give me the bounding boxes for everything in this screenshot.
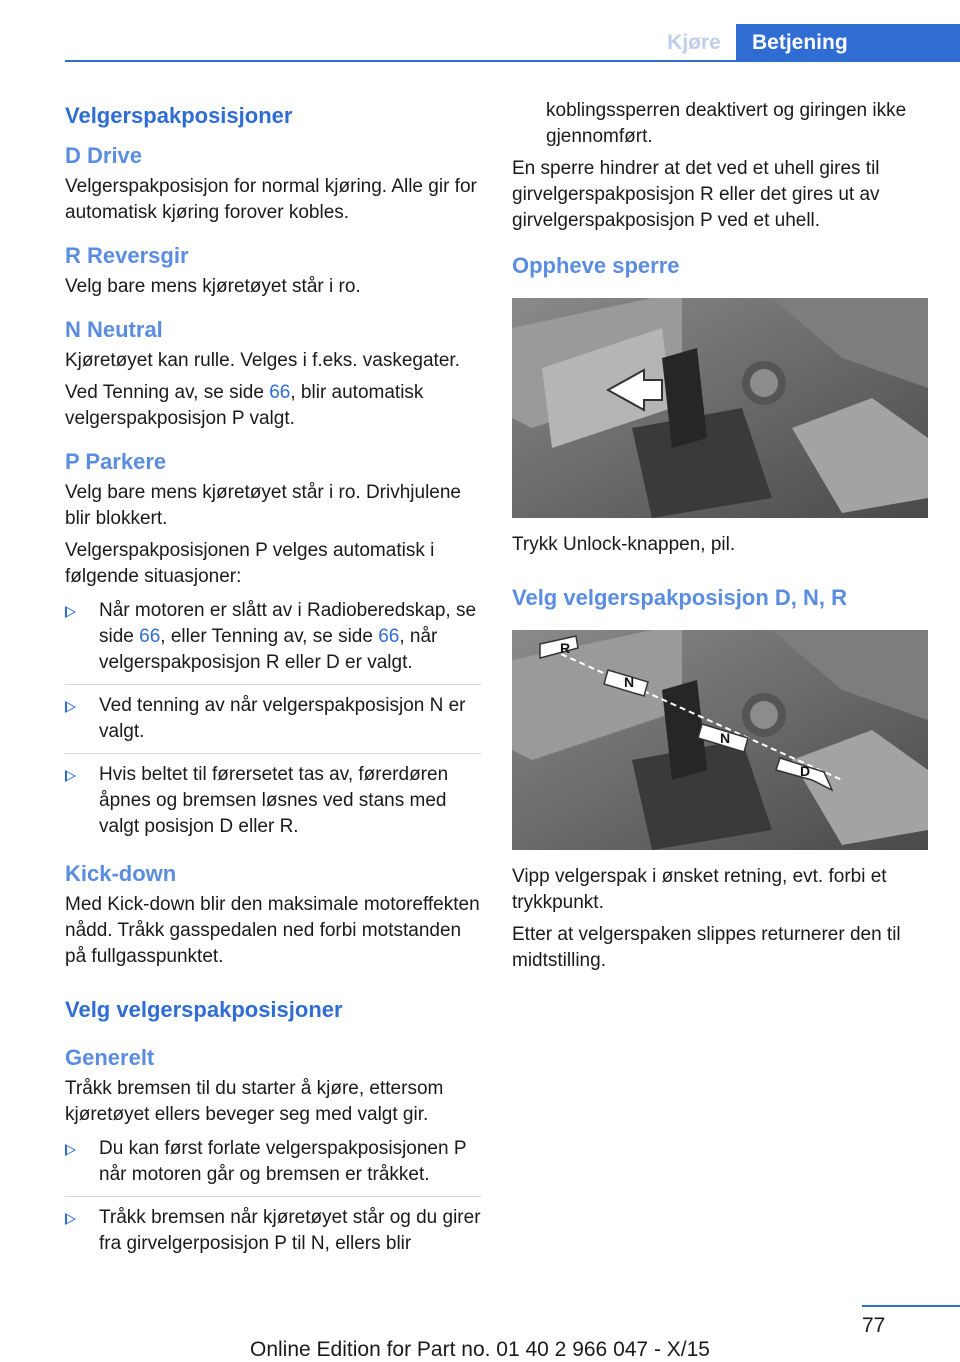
list-item: Når motoren er slått av i Radioberedskap, se side 66, eller Tenning av, se side 66, når velgerspakposisjon R eller D er valgt. (65, 598, 481, 685)
arrow-label-d: D (800, 763, 811, 779)
chapter-tab-kjore[interactable]: Kjøre (667, 31, 721, 54)
text-p-park-1: Velg bare mens kjøretøyet står i ro. Drivhjulene blir blokkert. (65, 482, 461, 529)
park-conditions-list (65, 598, 481, 848)
arrow-label-r: R (560, 640, 571, 656)
text-general: Tråkk bremsen til du starter å kjøre, ettersom kjøretøyet ellers beveger seg med valgt gir. (65, 1078, 444, 1125)
gear-selector-unlock-illustration (512, 298, 928, 518)
section-title-positions: Velgerspakposisjoner (65, 103, 293, 128)
arrow-label-n-1: N (624, 674, 635, 690)
page-link-66[interactable]: 66 (269, 382, 291, 403)
list-item: Tråkk bremsen når kjøretøyet står og du girer fra girvelgerposisjon P til N, ellers blir (65, 1205, 481, 1265)
text-n-neutral-1: Kjøretøyet kan rulle. Velges i f.eks. vaskegater. (65, 350, 460, 371)
right-column (512, 98, 930, 974)
text-d-drive: Velgerspakposisjon for normal kjøring. Alle gir for automatisk kjøring forover kobles. (65, 176, 477, 223)
list-item: Du kan først forlate velgerspakposisjonen P når motoren går og bremsen er tråkket. (65, 1136, 481, 1197)
heading-p-park: P Parkere (65, 449, 167, 474)
footer-rule (862, 1305, 960, 1307)
gear-selector-dnr-illustration (512, 630, 928, 850)
general-list (65, 1136, 481, 1265)
text-p-park-2: Velgerspakposisjonen P velges automatisk i følgende situasjoner: (65, 540, 435, 587)
caption-select: Vipp velgerspak i ønsket retning, evt. forbi et trykkpunkt. (512, 866, 887, 913)
left-column (65, 98, 481, 1273)
gear-selector-unlock-image (512, 298, 928, 518)
text-release: Etter at velgerspaken slippes returnerer den til midtstilling. (512, 924, 901, 971)
heading-n-neutral: N Neutral (65, 317, 163, 342)
section-title-select-dnr: Velg velgerspakposisjon D, N, R (512, 585, 847, 610)
text-kick-down: Med Kick-down blir den maksimale motoreffekten nådd. Tråkk gasspedalen ned forbi motstanden på fullgasspunktet. (65, 894, 480, 967)
triangle-bullet-icon (65, 701, 76, 713)
section-title-unlock: Oppheve sperre (512, 253, 680, 278)
heading-r-reverse: R Reversgir (65, 243, 189, 268)
edition-footer: Online Edition for Part no. 01 40 2 966 047 - X/15 (250, 1338, 710, 1361)
heading-kick-down: Kick-down (65, 861, 177, 886)
heading-d-drive: D Drive (65, 143, 143, 168)
page-header (0, 0, 960, 62)
list-item: Ved tenning av når velgerspakposisjon N er valgt. (65, 693, 481, 754)
triangle-bullet-icon (65, 770, 76, 782)
gear-selector-dnr-image (512, 630, 928, 850)
page-number: 77 (862, 1314, 886, 1337)
header-rule (65, 60, 960, 62)
list-item-continuation: koblingssperren deaktivert og giringen ikke gjennomført. (546, 100, 907, 147)
text-n-neutral-2: Ved Tenning av, se side 66, blir automatisk velgerspakposisjon P valgt. (65, 382, 424, 429)
list-item: Hvis beltet til førersetet tas av, førerdøren åpnes og bremsen løsnes ved stans med valgt posisjon D eller R. (65, 762, 481, 848)
section-title-select: Velg velgerspakposisjoner (65, 997, 343, 1022)
triangle-bullet-icon (65, 1144, 76, 1156)
page-link-66[interactable]: 66 (139, 626, 161, 647)
arrow-label-n-2: N (720, 730, 731, 746)
triangle-bullet-icon (65, 606, 76, 618)
heading-general: Generelt (65, 1045, 155, 1070)
text-r-reverse: Velg bare mens kjøretøyet står i ro. (65, 276, 361, 297)
caption-unlock: Trykk Unlock-knappen, pil. (512, 534, 736, 555)
chapter-tab-betjening[interactable]: Betjening (736, 24, 960, 62)
page-link-66[interactable]: 66 (378, 626, 400, 647)
text-lock: En sperre hindrer at det ved et uhell gires til girvelgerspakposisjon R eller det gires ut av girvelgerspakposisjon P ved et uhell. (512, 158, 880, 231)
triangle-bullet-icon (65, 1213, 76, 1225)
